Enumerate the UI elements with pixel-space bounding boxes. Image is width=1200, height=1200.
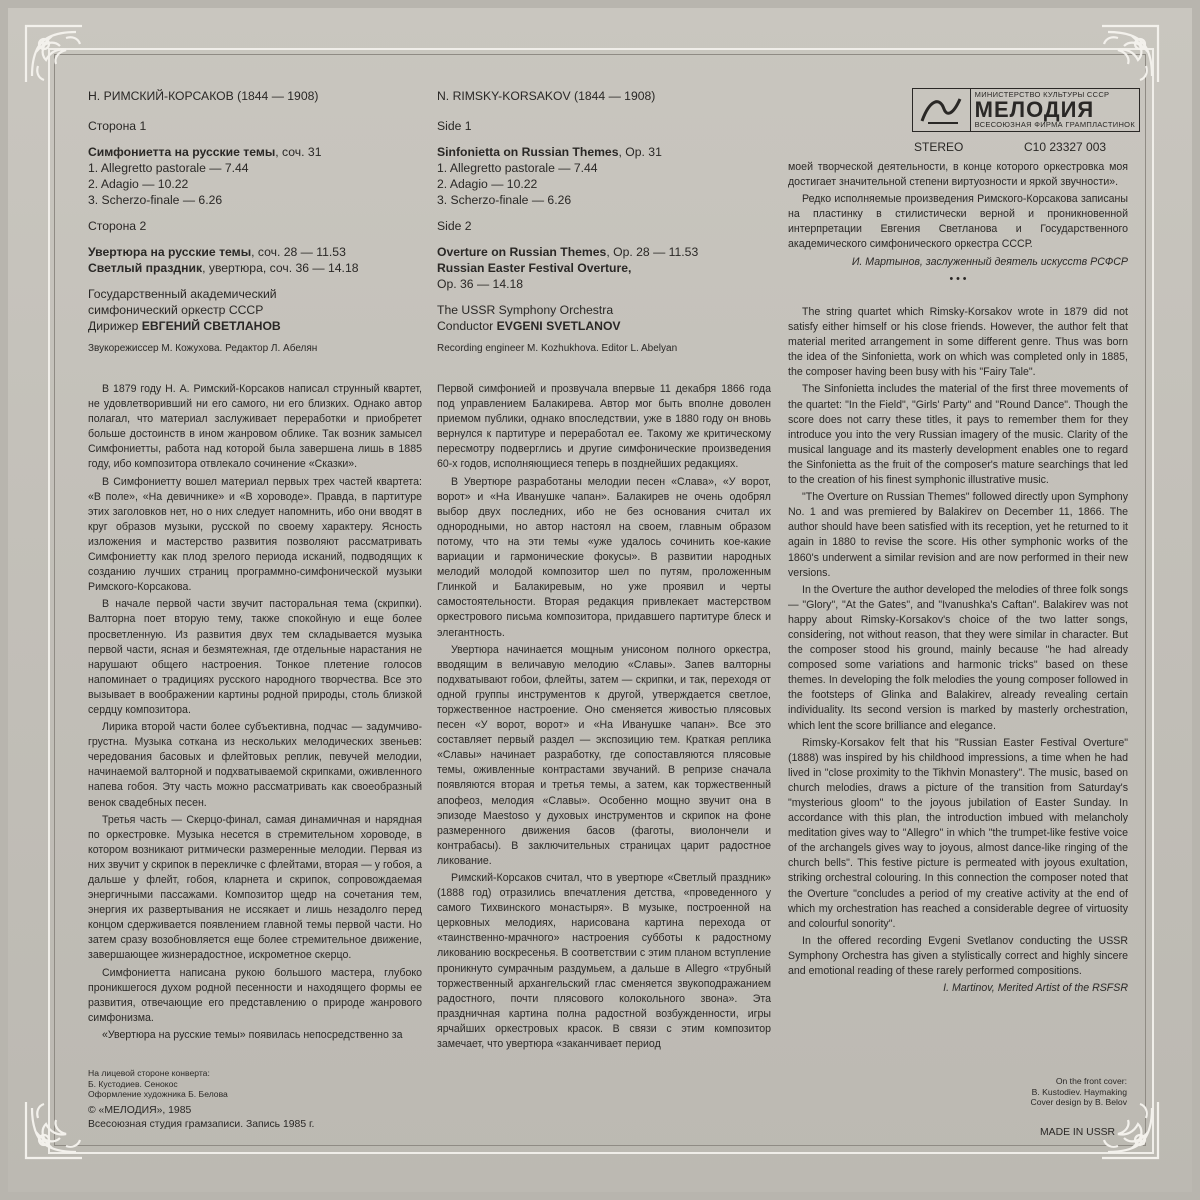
ru-paragraph: Редко исполняемые произведения Римского-Корсакова записаны на пластинку в стилистически верной и проникновенной интерпретации Евгения Светланова и Государственного академического симфонического оркестра СССР. xyxy=(788,193,1128,251)
ministry-text: МИНИСТЕРСТВО КУЛЬТУРЫ СССР xyxy=(974,90,1110,99)
en-side2-work2-title: Russian Easter Festival Overture, xyxy=(437,261,632,275)
ru-paragraph: Первой симфонией и прозвучала впервые 11 декабря 1866 года под управлением Балакирева. Автор мог быть вполне доволен приемом публики, однако впоследствии, уже в 1880 году он вновь вернулся к партитуре и переработал ее. Такому же критическому пересмотру подверглись и другие симфонические произведения 60-х годов, исполняющиеся теперь в позднейших редакциях. xyxy=(437,383,771,471)
en-paragraph: In the Overture the author developed the melodies of three folk songs — "Glory", "At the Gates", and "Ivanushka's Caftan". Balakirev was not happy about Rimsky-Korsakov's choice of the two latter songs, considering, not without reason, that they were similar in character. But the composer stood his ground, mainly because "he had already composed some variations and harmonic tricks" based on these themes. In developing the folk melodies the young composer followed in the footsteps of Glinka and Balakirev, already revealing certain individuality. Its second version is marked by masterly orchestration, which lent the score brilliance and elegance. xyxy=(788,583,1128,732)
copyright-line2: Всесоюзная студия грамзаписи. Запись 1985 г. xyxy=(88,1119,315,1130)
ru-signature: И. Мартынов, заслуженный деятель искусств РСФСР xyxy=(851,255,1128,268)
ru-composer: Н. РИМСКИЙ-КОРСАКОВ (1844 — 1908) xyxy=(88,89,319,103)
en-side2-work1-title: Overture on Russian Themes xyxy=(437,245,607,259)
ru-orchestra-line1: Государственный академический xyxy=(88,287,277,301)
en-credit-line: Cover design by B. Belov xyxy=(1030,1097,1127,1107)
ru-side2-work1-opus: , соч. 28 — 11.53 xyxy=(251,245,346,259)
ru-track-listing xyxy=(88,88,418,356)
ru-conductor-name: ЕВГЕНИЙ СВЕТЛАНОВ xyxy=(141,319,281,333)
ru-side1-track: 1. Allegretto pastorale — 7.44 xyxy=(88,161,249,175)
ru-credit-line: Б. Кустодиев. Сенокос xyxy=(88,1078,178,1089)
corner-ornament-icon xyxy=(22,22,86,86)
en-side1-work-title: Sinfonietta on Russian Themes xyxy=(437,145,619,159)
ru-credit-line: Оформление художника Б. Белова xyxy=(88,1089,228,1099)
en-side2-work1-opus: , Op. 28 — 11.53 xyxy=(606,245,699,259)
en-conductor xyxy=(437,318,767,334)
ru-side1-label: Сторона 1 xyxy=(88,119,147,133)
ru-paragraph: В Симфониетту вошел материал первых трех частей квартета: «В поле», «На девичнике» и «В хороводе». Правда, в партитуре этих заголовков нет, но о них следует напомнить, ибо они вводят в круг образов музыки, русской по своему характеру. Ясность изложения и мастерство развития позволяют рассматривать Симфониетту как плод зрелого периода исканий, подводящих к созданию лучших страниц программно-симфонической музыки Римского-Корсакова. xyxy=(88,475,422,594)
ru-paragraph: В начале первой части звучит пасторальная тема (скрипки). Валторна поет вторую тему, также спокойную и еще более просветленную. Из развития двух тем складывается музыка первой части, ясная и безмятежная, где отдельные нарастания не нарушают общего настроения. Тонкое плетение голосов напоминает о традициях русского народного творчества. Все это вызывает в воображении картины родной природы, столь близкой сердцу композитора. xyxy=(88,598,422,716)
en-engineer: Recording engineer M. Kozhukhova. Editor L. Abelyan xyxy=(437,343,678,354)
en-conductor-prefix: Conductor xyxy=(437,319,497,333)
ru-paragraph: Симфониетта написана рукою большого мастера, глубоко проникшегося духом родной песенности и находящего формы ее развития, отвечающие его представлению о природе жанрового симфонизма. xyxy=(88,966,422,1024)
en-side2-label: Side 2 xyxy=(437,219,472,233)
en-signature: I. Martinov, Merited Artist of the RSFSR xyxy=(943,982,1128,995)
ru-conductor xyxy=(88,318,418,334)
en-paragraph: Rimsky-Korsakov felt that his "Russian Easter Festival Overture" (1888) was inspired by his childhood impressions, a time when he had lived in "close proximity to the Tikhvin Monastery". The music, based on church melodies, draws a picture of the transition from Saturday's "mysterious gloom" to the joyous jubilation of Easter Sunday. In accordance with this plan, the introduction imbued with melancholy meditation gives way to "Allegro" in which "the trumpet-like festive voice of the archangels gives way to joyous, almost dance-like ringing of the church bells". This festive picture is permeated with joyous exultation, striking orchestral colouring. In this connection the composer noted that the Overture "concludes a period of my creative activity at the end of which my orchestration has reached a considerable degree of virtuosity and colourful sonority". xyxy=(788,736,1128,930)
corner-ornament-icon xyxy=(1098,22,1162,86)
en-side2-work1 xyxy=(437,244,767,260)
ru-side1-work-title: Симфониетта на русские темы xyxy=(88,145,276,159)
en-side1-track: 1. Allegretto pastorale — 7.44 xyxy=(437,161,598,175)
en-side2-work2-opus: Op. 36 — 14.18 xyxy=(437,277,524,291)
ru-credit-line: На лицевой стороне конверта: xyxy=(88,1068,210,1078)
ru-orchestra-line2: симфонический оркестр СССР xyxy=(88,303,264,317)
melodiya-emblem-icon xyxy=(913,89,971,131)
ru-side2-work1 xyxy=(88,244,418,260)
en-side1-work-opus: , Op. 31 xyxy=(618,145,662,159)
ru-text-column-1 xyxy=(88,382,422,1045)
en-composer: N. RIMSKY-KORSAKOV (1844 — 1908) xyxy=(437,89,656,103)
ru-side2-work2-title: Светлый праздник xyxy=(88,261,203,275)
ru-engineer: Звукорежиссер М. Кожухова. Редактор Л. Абелян xyxy=(88,343,318,354)
label-name: МЕЛОДИЯ xyxy=(974,97,1095,122)
en-conductor-name: EVGENI SVETLANOV xyxy=(496,319,621,333)
melodiya-logo xyxy=(912,88,1140,132)
copyright-line1: © «МЕЛОДИЯ», 1985 xyxy=(88,1105,192,1116)
en-side1-track: 3. Scherzo-finale — 6.26 xyxy=(437,193,572,207)
en-orchestra: The USSR Symphony Orchestra xyxy=(437,303,614,317)
en-text-column xyxy=(788,305,1128,996)
ru-paragraph: «Увертюра на русские темы» появилась непосредственно за xyxy=(102,1028,403,1041)
en-paragraph: The string quartet which Rimsky-Korsakov wrote in 1879 did not satisfy either himself or his close friends. However, the author felt that material merited arrangement in some different genre. Thus was born the idea of the Sinfonietta, work on which was completed only in 1885, the composer having been busy with his "Fairy Tale". xyxy=(788,306,1128,379)
label-company: ВСЕСОЮЗНАЯ ФИРМА ГРАМПЛАСТИНОК xyxy=(974,120,1135,129)
stereo-label: STEREO xyxy=(914,140,964,154)
ru-side2-label: Сторона 2 xyxy=(88,219,147,233)
ru-text-column-2 xyxy=(437,382,771,1054)
en-cover-credits xyxy=(1012,1076,1127,1108)
copyright xyxy=(88,1104,314,1132)
en-side1-work xyxy=(437,144,767,160)
ru-side1-work xyxy=(88,144,418,160)
ru-side2-work1-title: Увертюра на русские темы xyxy=(88,245,252,259)
ru-cover-credits xyxy=(88,1068,228,1100)
ru-side2-work2-opus: , увертюра, соч. 36 — 14.18 xyxy=(202,261,359,275)
en-track-listing xyxy=(437,88,767,356)
ru-paragraph: Лирика второй части более субъективна, подчас — задумчиво-грустна. Музыка соткана из нескольких мелодических звеньев: чередования басовых и флейтовых реплик, певучей мелодии, начинаемой валторной и подхватываемой скрипками, оживленного напева гобоя. Эту часть можно рассматривать как своеобразный венок свадебных песен. xyxy=(88,721,422,809)
ru-side1-track: 2. Adagio — 10.22 xyxy=(88,177,189,191)
en-paragraph: In the offered recording Evgeni Svetlanov conducting the USSR Symphony Orchestra has given a stylistically correct and highly sincere and emotional reading of these rarely performed compositions. xyxy=(788,934,1128,978)
en-paragraph: The Sinfonietta includes the material of the first three movements of the quartet: "In the Field", "Girls' Party" and "Round Dance". Though the score does not carry these titles, it pays to remember them for they introduce you into the very Russian imagery of the music. Clarity of the musical language and its masterly development enables one to regard the Sinfonietta as the fruit of the composer's mature searchings that led to the creation of his finest symphonic illustrative music. xyxy=(788,383,1128,487)
ru-text-column-3 xyxy=(788,160,1128,290)
ru-paragraph: Римский-Корсаков считал, что в увертюре «Светлый праздник» (1888 год) отразились впечатления детства, «проведенного у самого Тихвинского монастыря». В музыке, построенной на церковных мелодиях, нарисована картина перехода от «таинственно-мрачного» настроения субботы к радостному ликованию воскресенья. В соответствии с этим планом вступление проникнуто сумрачным раздумьем, а дальше в Allegro «трубный торжественный архангельский глас сменяется звукоподражанием радостного, почти плясового колокольного звона». Эта праздничная картина полна радостной возбужденности, игры ярчайших оркестровых красок. В связи с этим композитор замечает, что увертюра «заканчивает период xyxy=(437,872,771,1051)
en-paragraph: "The Overture on Russian Themes" followed directly upon Symphony No. 1 and was premiered by Balakirev on December 11, 1866. The author should have been satisfied with its reception, yet he returned to it again in 1880 to revise the score. His other symphonic works of the 1860's underwent a similar revision and are now performed in their new versions. xyxy=(788,491,1128,579)
made-in-ussr: MADE IN USSR xyxy=(1040,1127,1116,1138)
section-divider: • • • xyxy=(949,272,967,285)
en-credit-line: B. Kustodiev. Haymaking xyxy=(1031,1086,1127,1097)
en-side1-track: 2. Adagio — 10.22 xyxy=(437,177,538,191)
en-side1-label: Side 1 xyxy=(437,119,472,133)
ru-paragraph: Увертюра начинается мощным унисоном полного оркестра, вводящим в величавую мелодию «Славы». Запев валторны подхватывают гобои, флейты, затем — скрипки, и так, переходя от одной группы инструментов к другой, утверждается светлое, торжественное настроение. Оно сменяется живостью плясовых песен «У ворот, ворот» и «На Иванушке чапан». Все это составляет первый раздел — экспозицию тем. Краткая реплика «Славы» начинает разработку, где сопоставляются плясовые темы, оживленные контрастами звучаний. В репризе сначала появляются вторая и третья темы, а затем, как торжественный апофеоз, мелодия «Славы». Особенно мощно звучит она в эпизоде Maestoso у духовых инструментов и скрипок на фоне размеренного движения басов (фаготы, виолончели и контрабасы). В заключительных страницах царит радостное ликование. xyxy=(437,643,771,867)
ru-paragraph: Третья часть — Скерцо-финал, самая динамичная и нарядная по оркестровке. Музыка несется в стремительном хороводе, в котором возникают ритмически размеренные мелодии. Первая из них звучит у скрипок в перекличке с флейтами, вторая — у гобоя, а дальше у флейт, гобоя, кларнета и скрипок, сопровождаемая энергичными пассажами. Композитор щедр на сочетания тем, энергия их развертывания не иссякает и лишь незадолго перед концом сдерживается появлением главной темы первой части. Но затем сразу возобновляется еще более стремительное движение, завершающее жизнерадостное, искрометное скерцо. xyxy=(88,813,422,962)
en-credit-line: On the front cover: xyxy=(1055,1076,1127,1086)
ru-paragraph: В 1879 году Н. А. Римский-Корсаков написал струнный квартет, не удовлетворивший ни его самого, ни его близких. Однако автор полагал, что материал заслуживает переработки и приобретет больше достоинств в ином жанровом облике. Так возник замысел Симфониетты, работа над которой была завершена лишь в 1885 году, ибо композитора отвлекало сочинение «Сказки». xyxy=(88,383,422,471)
ru-paragraph: моей творческой деятельности, в конце которого оркестровка моя достигает значительной степени виртуозности и яркой звучности». xyxy=(788,161,1128,189)
corner-ornament-icon xyxy=(22,1098,86,1162)
ru-paragraph: В Увертюре разработаны мелодии песен «Слава», «У ворот, ворот» и «На Иванушке чапан». Балакирев не очень одобрял выбор двух последних, ибо не без основания считал их однородными, но автор настоял на своем, главным образом потому, что на эти темы «уже удалось сочинить кое-какие вариации и гармонические фокусы». В развитии народных мелодий молодой композитор шел по путям, проложенным Глинкой и Балакиревым, но уже проявил и черты самостоятельности. Вторая редакция привлекает мастерством оркестрового письма композитора, придавшего партитуре блеск и элегантность. xyxy=(437,475,771,639)
ru-side1-work-opus: , соч. 31 xyxy=(275,145,322,159)
ru-conductor-prefix: Дирижер xyxy=(88,319,142,333)
ru-side2-work2 xyxy=(88,260,418,276)
catalog-number: С10 23327 003 xyxy=(1024,140,1107,154)
ru-side1-track: 3. Scherzo-finale — 6.26 xyxy=(88,193,223,207)
melodiya-logo-text xyxy=(971,89,1139,131)
